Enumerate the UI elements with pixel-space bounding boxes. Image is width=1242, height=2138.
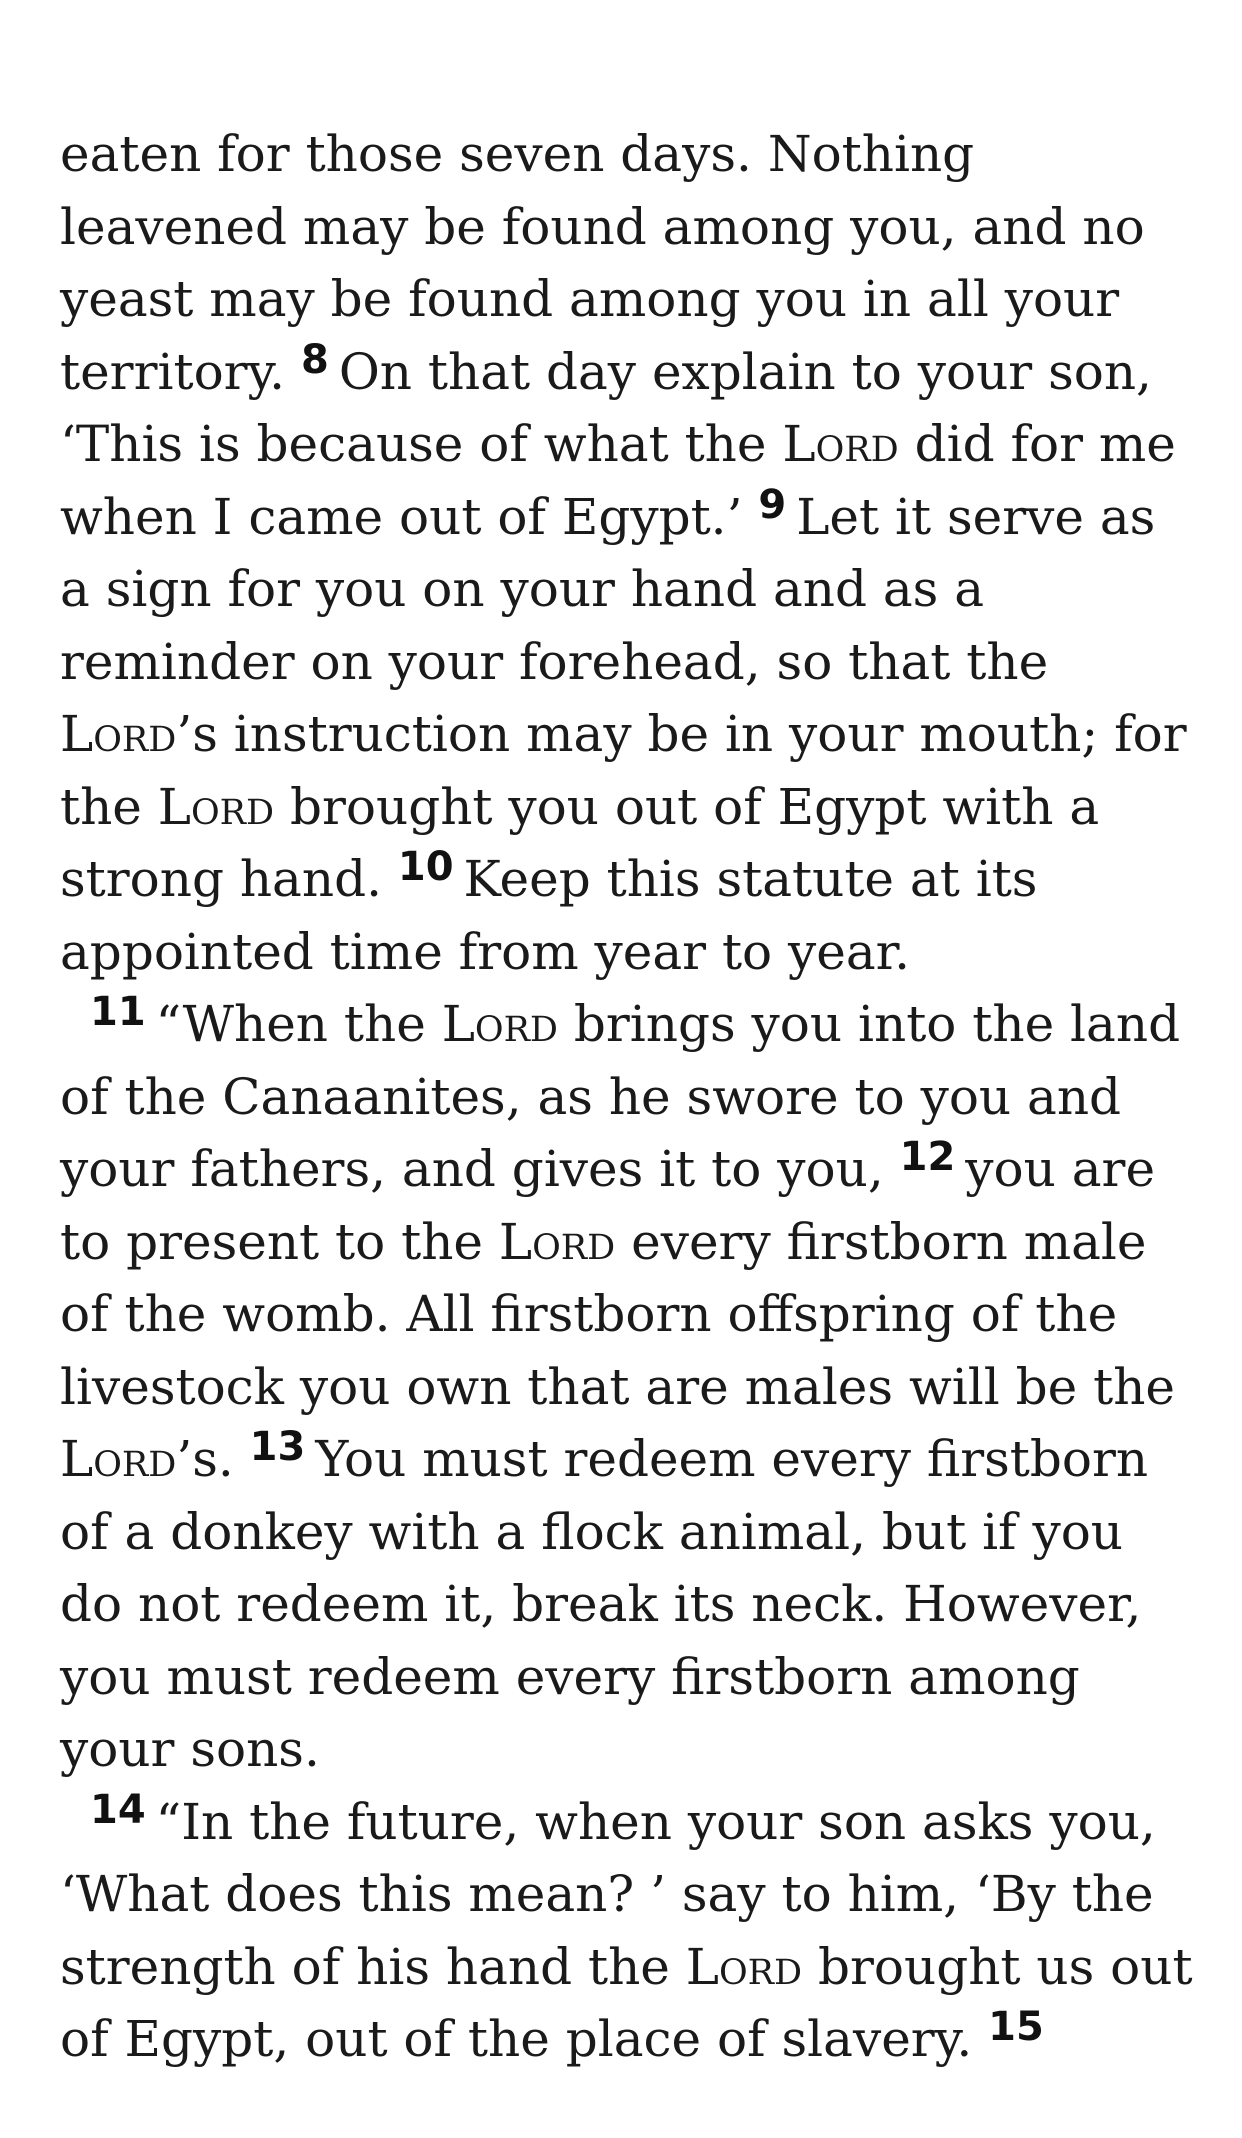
divine-name: Lord [685, 1937, 803, 1996]
divine-name: Lord [60, 705, 177, 763]
verse-text: eaten for those seven days. Nothing leavened may be found among you, and no yeast may be found among you in all your territory. [60, 125, 1145, 401]
verse-text: ’s instruction may be in your mouth; for the [60, 705, 1187, 836]
verse-number[interactable]: 9 [758, 481, 787, 528]
verse-text: Let it serve as a sign for you on your hand and as a reminder on your forehead, so that the [60, 487, 1156, 691]
divine-name: Lord [498, 1212, 616, 1271]
scripture-reader[interactable] [60, 118, 1200, 2076]
verse-text: every firstborn male of the womb. All firstborn offspring of the livestock you own that are males will be the [60, 1212, 1175, 1416]
scripture-paragraph [60, 988, 1200, 1786]
verse-text: did for me when I came out of Egypt.’ [60, 415, 1176, 546]
scripture-paragraph [60, 118, 1200, 988]
verse-number[interactable]: 12 [899, 1134, 956, 1180]
verse-number[interactable]: 11 [90, 989, 146, 1035]
verse-text: brought you out of Egypt with a strong hand. [60, 777, 1100, 908]
verse-text: brings you into the land of the Canaanites, as he swore to you and your fathers, and gives it to you, [60, 995, 1181, 1198]
verse-text: On that day explain to your son, ‘This is because of what the [60, 342, 1152, 473]
verse-text: ’s. [176, 1430, 250, 1488]
divine-name: Lord [782, 415, 899, 473]
scripture-paragraph [60, 1786, 1200, 2076]
verse-text: “In the future, when your son asks you, ‘What does this mean? ’ say to him, ‘By the strength of his hand the [60, 1792, 1156, 1996]
verse-text: brought us out of Egypt, out of the place of slavery. [60, 1937, 1193, 2068]
verse-number[interactable]: 8 [300, 336, 329, 383]
verse-text: you are to present to the [60, 1140, 1156, 1271]
verse-number[interactable]: 10 [397, 844, 454, 890]
divine-name: Lord [441, 995, 558, 1053]
verse-text: You must redeem every firstborn of a donkey with a flock animal, but if you do not redeem it, break its neck. However, you must redeem every firstborn among your sons. [60, 1430, 1149, 1778]
divine-name: Lord [60, 1430, 177, 1488]
verse-number[interactable]: 13 [249, 1424, 306, 1470]
verse-text: “When the [155, 995, 442, 1053]
divine-name: Lord [157, 777, 275, 836]
verse-text: Keep this statute at its appointed time from year to year. [60, 850, 1038, 981]
verse-number[interactable]: 15 [988, 2004, 1044, 2050]
verse-number[interactable]: 14 [90, 1786, 146, 1833]
